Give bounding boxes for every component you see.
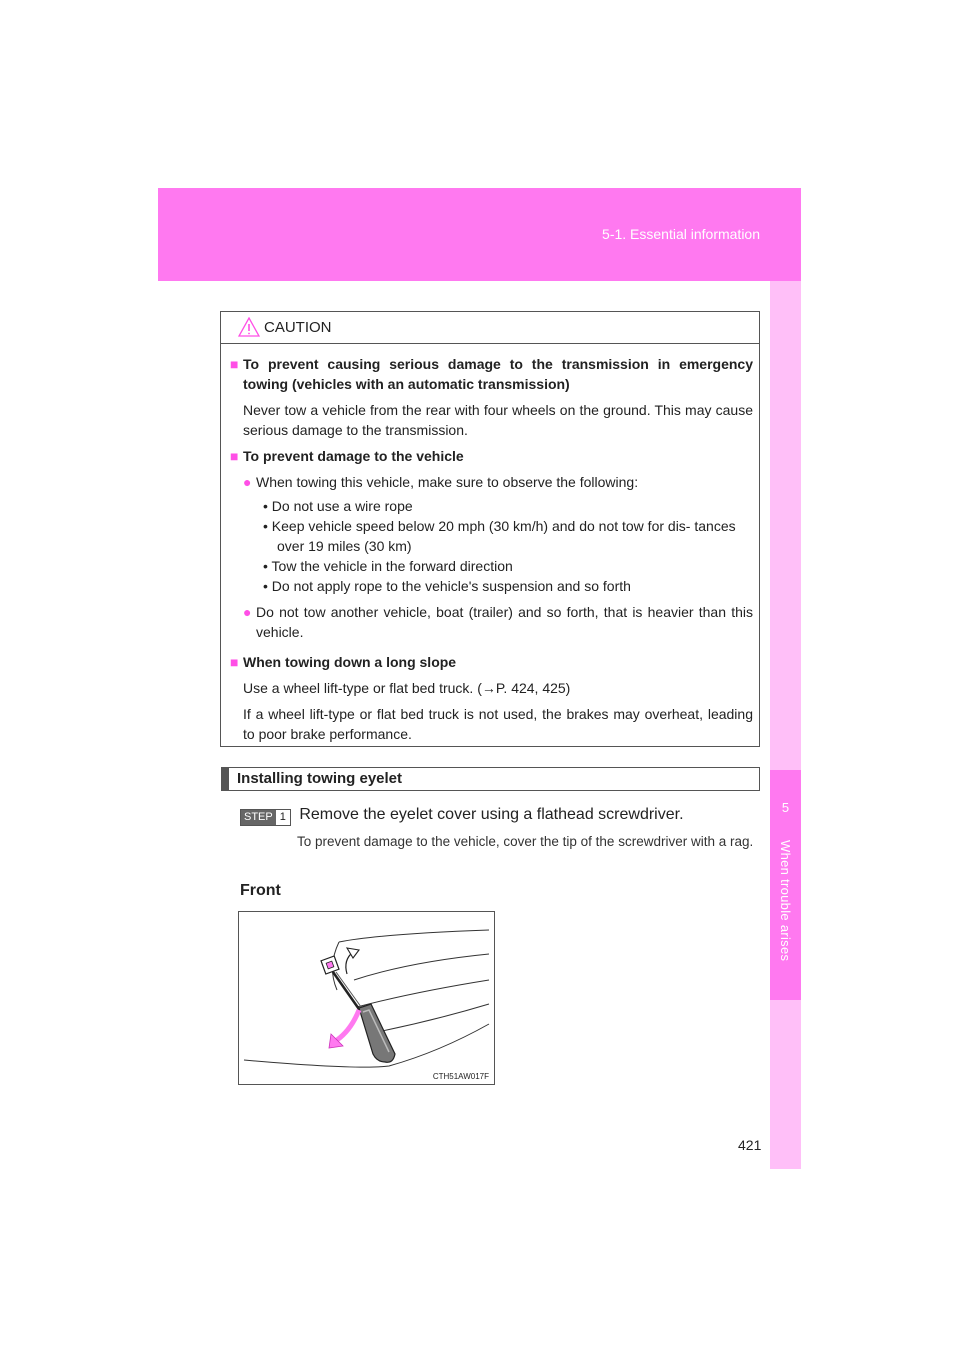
square-bullet-icon: ■ [230,654,239,670]
screwdriver-illustration [238,911,495,1085]
caution-heading-transmission: ■ To prevent causing serious damage to the transmission in emergency towing (vehicles with an automatic transmission) [230,356,753,392]
side-strip [770,281,801,1169]
section-heading [221,767,760,791]
screwdriver-bumper-illustration [239,912,494,1084]
caution-text-slope-1: Use a wheel lift-type or flat bed truck. (→P. 424, 425) [243,680,571,696]
square-bullet-icon: ■ [230,356,239,372]
step-row [240,806,760,826]
chapter-tab [770,770,801,1000]
chapter-number: 5 [781,800,790,815]
circle-bullet-icon: ● [243,474,252,490]
caution-subitem: • Tow the vehicle in the forward direction [263,558,513,574]
step-text: Remove the eyelet cover using a flathead screwdriver. [299,806,684,823]
caution-subitem: • Do not use a wire rope [263,498,413,514]
caution-text-transmission: Never tow a vehicle from the rear with four wheels on the ground. This may cause serious damage to the transmission. [243,402,753,438]
circle-bullet-icon: ● [243,604,252,620]
step-label: STEP [241,810,276,825]
caution-box [220,311,760,747]
warning-triangle-icon [238,317,260,337]
section-title: Installing towing eyelet [237,770,403,787]
caution-bullet-heavier: ● Do not tow another vehicle, boat (trailer) and so forth, that is heavier than this vehicle. [243,604,753,640]
caution-text-slope-2: If a wheel lift-type or flat bed truck is not used, the brakes may overheat, leading to poor brake performance. [243,706,753,742]
step-badge [240,809,291,826]
caution-body [221,344,759,744]
caution-bullet-observe: ● When towing this vehicle, make sure to observe the following: [243,474,639,490]
step-number: 1 [279,811,286,823]
square-bullet-icon: ■ [230,448,239,464]
section-breadcrumb: 5-1. Essential information [602,226,760,242]
page-number: 421 [738,1137,762,1153]
caution-heading-slope: ■ When towing down a long slope [230,654,457,670]
figure-code: CTH51AW017F [432,1072,489,1081]
header-band [158,188,801,281]
chapter-label: When trouble arises [778,840,793,962]
caution-header [221,312,759,344]
caution-subitem: • Do not apply rope to the vehicle's suspension and so forth [263,578,631,594]
caution-title: CAUTION [264,319,332,336]
front-label: Front [240,882,281,899]
caution-subitem: • Keep vehicle speed below 20 mph (30 km/h) and do not tow for dis- tances over 19 miles (30 km) [263,518,736,554]
step-note: To prevent damage to the vehicle, cover the tip of the screwdriver with a rag. [297,834,754,849]
caution-heading-damage: ■ To prevent damage to the vehicle [230,448,464,464]
